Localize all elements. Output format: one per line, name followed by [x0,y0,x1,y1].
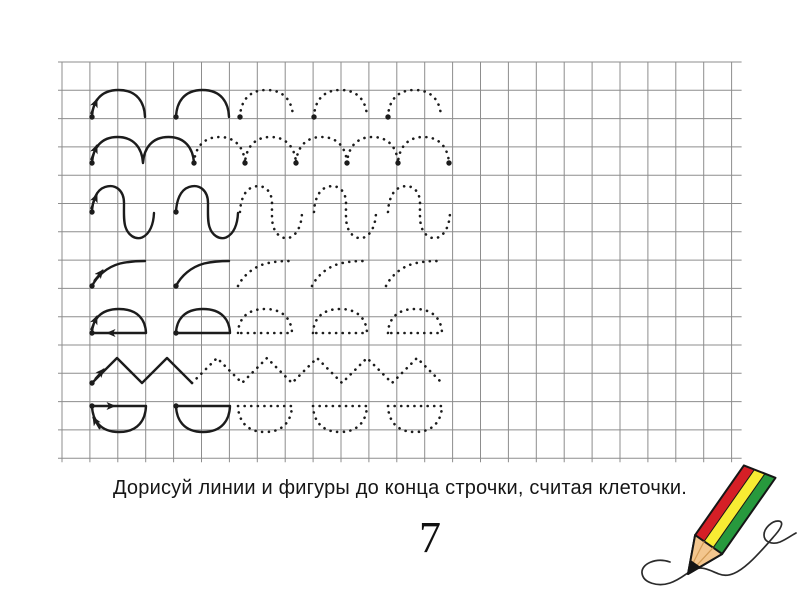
pattern-row-1-arc-hump [89,90,441,120]
pattern-row-4-rising-curve [89,261,439,289]
pattern-row-5-half-circle-on-line [89,309,442,336]
instruction-text: Дорисуй линии и фигуры до конца строчки, считая клеточки. [112,477,688,499]
pattern-rows [89,90,451,432]
page-number: 7 [419,513,441,562]
squared-grid [58,62,742,462]
pattern-row-6-zigzag [89,358,442,386]
pattern-row-2-joined-scallops [89,137,451,166]
pattern-row-3-vertical-s-wave [89,186,450,238]
pattern-row-7-half-circle-under-line [89,403,442,432]
